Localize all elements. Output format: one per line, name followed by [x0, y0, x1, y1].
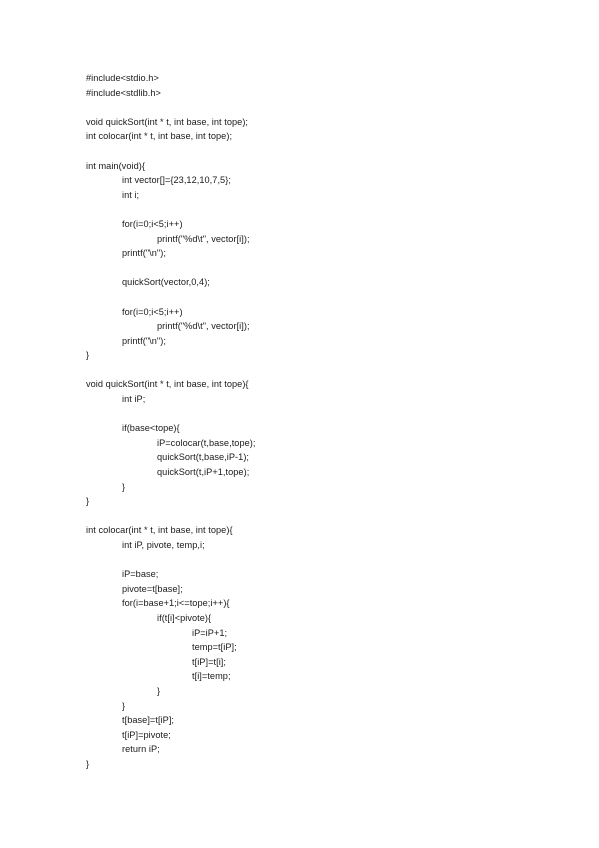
code-line: }: [86, 758, 90, 769]
code-line: int colocar(int * t, int base, int tope){: [86, 525, 233, 536]
code-line: for(i=base+1;i<=tope;i++){: [122, 598, 230, 609]
code-line: int main(void){: [86, 160, 145, 171]
code-line: }: [86, 350, 90, 361]
code-line: void quickSort(int * t, int base, int tope){: [86, 379, 249, 390]
code-line: if(base<tope){: [122, 423, 180, 434]
code-line: t[iP]=pivote;: [122, 729, 171, 740]
code-line: [86, 100, 566, 115]
code-line: [86, 202, 566, 217]
code-line: if(t[i]<pivote){: [157, 612, 212, 623]
code-line: iP=base;: [122, 569, 159, 580]
code-line: quickSort(t,base,iP-1);: [157, 452, 250, 463]
code-line: #include<stdlib.h>: [86, 87, 161, 98]
code-line: t[i]=temp;: [192, 671, 231, 682]
code-line: [86, 363, 566, 378]
code-line: [86, 261, 566, 276]
code-line: [86, 553, 566, 568]
code-line: iP=colocar(t,base,tope);: [157, 437, 256, 448]
code-line: }: [122, 700, 126, 711]
code-line: return iP;: [122, 744, 160, 755]
code-line: [86, 290, 566, 305]
code-line: [86, 407, 566, 422]
code-line: [86, 144, 566, 159]
code-line: #include<stdio.h>: [86, 73, 159, 83]
code-line: int iP;: [122, 394, 146, 405]
code-line: iP=iP+1;: [192, 627, 228, 638]
code-listing: [86, 71, 566, 772]
code-line: temp=t[iP];: [192, 642, 237, 653]
code-line: }: [157, 685, 161, 696]
code-line: printf("\n");: [122, 335, 166, 346]
code-line: int iP, pivote, temp,i;: [122, 540, 205, 550]
code-line: for(i=0;i<5;i++): [122, 306, 183, 317]
code-line: [86, 509, 566, 524]
code-line: }: [86, 496, 90, 507]
code-line: quickSort(vector,0,4);: [122, 277, 210, 288]
code-line: t[base]=t[iP];: [122, 715, 175, 726]
code-line: quickSort(t,iP+1,tope);: [157, 467, 250, 478]
code-line: int vector[]={23,12,10,7,5};: [122, 175, 231, 186]
code-line: int colocar(int * t, int base, int tope);: [86, 131, 233, 142]
code-line: printf("%d\t", vector[i]);: [157, 233, 250, 244]
code-line: }: [122, 481, 126, 492]
code-line: void quickSort(int * t, int base, int tope);: [86, 116, 249, 127]
code-line: for(i=0;i<5;i++): [122, 218, 183, 229]
code-line: printf("\n");: [122, 248, 166, 259]
code-line: pivote=t[base];: [122, 583, 183, 594]
code-line: printf("%d\t", vector[i]);: [157, 321, 250, 332]
code-line: t[iP]=t[i];: [192, 656, 226, 667]
code-line: int i;: [122, 189, 140, 200]
